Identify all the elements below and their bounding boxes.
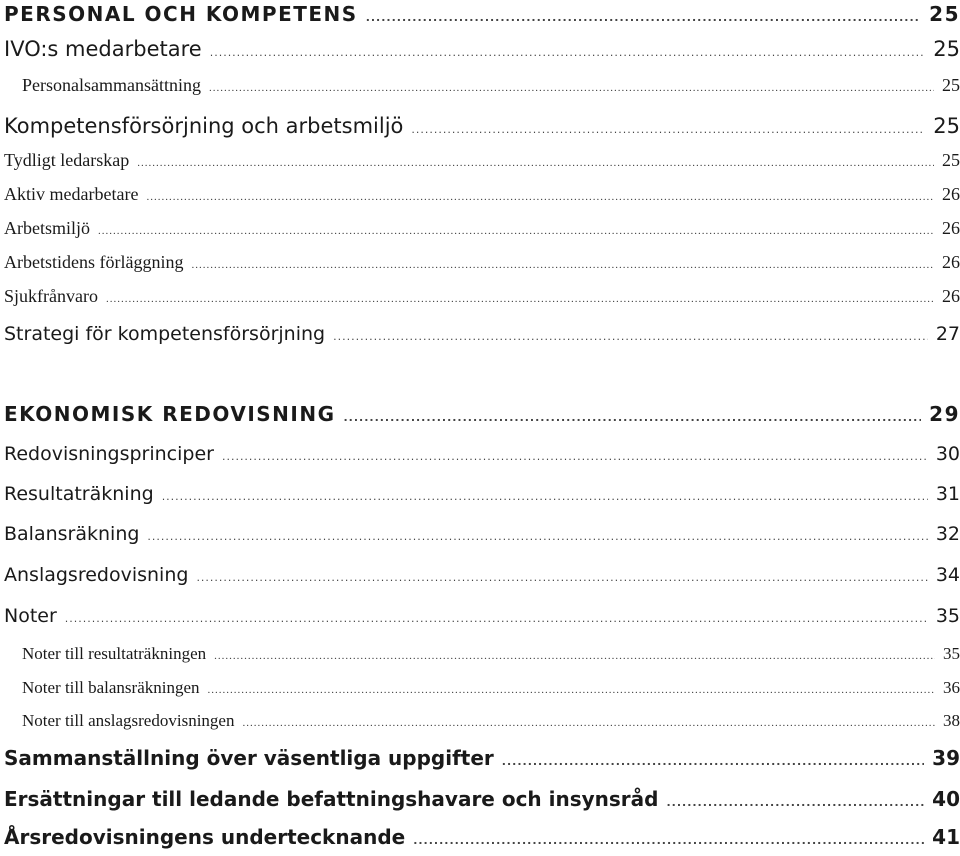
toc-entry-ersattningar[interactable]: [4, 787, 960, 811]
dot-leader: [210, 46, 926, 59]
toc-entry-page: 25: [933, 37, 960, 61]
toc-entry-tydligt-ledarskap[interactable]: [4, 150, 960, 171]
dot-leader: [208, 684, 935, 696]
toc-entry-page: 26: [942, 286, 960, 306]
toc-entry-label: Strategi för kompetensförsörjning: [4, 323, 326, 345]
toc-entry-page: 25: [933, 114, 960, 138]
dot-leader: [366, 11, 921, 24]
toc-entry-strategi-kompetensforsorjning[interactable]: [4, 323, 960, 345]
dot-leader: [222, 450, 928, 463]
dot-leader: [413, 834, 924, 847]
toc-entry-page: 31: [935, 483, 960, 505]
toc-entry-page: 25: [942, 150, 960, 170]
toc-entry-page: 26: [942, 184, 960, 204]
dot-leader: [344, 411, 922, 424]
toc-entry-label: Aktiv medarbetare: [4, 184, 139, 204]
dot-leader: [502, 755, 924, 768]
dot-leader: [333, 330, 928, 343]
dot-leader: [106, 293, 934, 305]
toc-entry-label: Balansräkning: [4, 523, 140, 545]
toc-entry-label: Noter: [4, 605, 57, 627]
dot-leader: [214, 650, 935, 662]
dot-leader: [147, 530, 927, 543]
toc-entry-page: 35: [943, 644, 960, 663]
dot-leader: [196, 571, 927, 584]
dot-leader: [411, 123, 925, 136]
toc-entry-balansrakning[interactable]: [4, 523, 960, 545]
dot-leader: [242, 717, 935, 729]
toc-entry-redovisningsprinciper[interactable]: [4, 443, 960, 465]
toc-entry-label: Sjukfrånvaro: [4, 286, 98, 306]
toc-entry-page: 39: [932, 746, 960, 770]
toc-entry-noter-resultatrakningen[interactable]: [22, 644, 960, 664]
dot-leader: [209, 82, 934, 94]
dot-leader: [666, 796, 924, 809]
toc-entry-noter-balansrakningen[interactable]: [22, 678, 960, 698]
toc-entry-personalsammansattning[interactable]: [22, 75, 960, 96]
toc-entry-arbetsmiljo[interactable]: [4, 218, 960, 239]
toc-entry-arbetstidens-forlaggning[interactable]: [4, 252, 960, 273]
toc-entry-label: Sammanställning över väsentliga uppgifter: [4, 746, 494, 770]
toc-entry-page: 30: [935, 443, 960, 465]
toc-entry-page: 35: [935, 605, 960, 627]
toc-entry-label: Årsredovisningens undertecknande: [4, 825, 406, 849]
toc-entry-label: Anslagsredovisning: [4, 564, 189, 586]
toc-entry-noter[interactable]: [4, 605, 960, 627]
toc-entry-page: 38: [943, 711, 960, 730]
toc-entry-resultatrakning[interactable]: [4, 483, 960, 505]
toc-entry-anslagsredovisning[interactable]: [4, 564, 960, 586]
toc-entry-label: Arbetstidens förläggning: [4, 252, 184, 272]
toc-entry-aktiv-medarbetare[interactable]: [4, 184, 960, 205]
toc-entry-page: 41: [932, 825, 960, 849]
toc-entry-label: Noter till anslagsredovisningen: [22, 711, 235, 730]
toc-entry-label: Noter till balansräkningen: [22, 678, 200, 697]
toc-entry-page: 25: [929, 2, 960, 26]
toc-entry-label: PERSONAL OCH KOMPETENS: [4, 2, 358, 26]
toc-entry-label: EKONOMISK REDOVISNING: [4, 402, 336, 426]
toc-entry-page: 26: [942, 218, 960, 238]
toc-entry-page: 25: [942, 75, 960, 95]
toc-entry-page: 32: [935, 523, 960, 545]
toc-entry-label: Personalsammansättning: [22, 75, 201, 95]
toc-entry-page: 40: [932, 787, 960, 811]
dot-leader: [146, 191, 934, 203]
toc-entry-label: Resultaträkning: [4, 483, 154, 505]
toc-entry-label: Kompetensförsörjning och arbetsmiljö: [4, 114, 404, 138]
toc-entry-sammanstallning[interactable]: [4, 746, 960, 770]
toc-entry-ivos-medarbetare[interactable]: [4, 37, 960, 61]
dot-leader: [137, 157, 934, 169]
toc-entry-page: 34: [935, 564, 960, 586]
toc-entry-page: 29: [929, 402, 960, 426]
dot-leader: [65, 612, 928, 625]
toc-entry-kompetensforsorjning[interactable]: [4, 114, 960, 138]
toc-entry-page: 27: [935, 323, 960, 345]
toc-entry-noter-anslagsredovisningen[interactable]: [22, 711, 960, 731]
toc-entry-label: Arbetsmiljö: [4, 218, 90, 238]
toc-entry-personal-och-kompetens[interactable]: [4, 2, 960, 26]
toc-entry-sjukfranvaro[interactable]: [4, 286, 960, 307]
toc-entry-page: 36: [943, 678, 960, 697]
toc-entry-page: 26: [942, 252, 960, 272]
dot-leader: [98, 225, 934, 237]
toc-entry-label: IVO:s medarbetare: [4, 37, 202, 61]
dot-leader: [191, 259, 934, 271]
toc-entry-undertecknande[interactable]: [4, 825, 960, 849]
dot-leader: [162, 490, 928, 503]
toc-entry-label: Noter till resultaträkningen: [22, 644, 207, 663]
toc-entry-ekonomisk-redovisning[interactable]: [4, 402, 960, 426]
toc-entry-label: Ersättningar till ledande befattningshavare och insynsråd: [4, 787, 659, 811]
toc-entry-label: Tydligt ledarskap: [4, 150, 130, 170]
toc-entry-label: Redovisningsprinciper: [4, 443, 214, 465]
